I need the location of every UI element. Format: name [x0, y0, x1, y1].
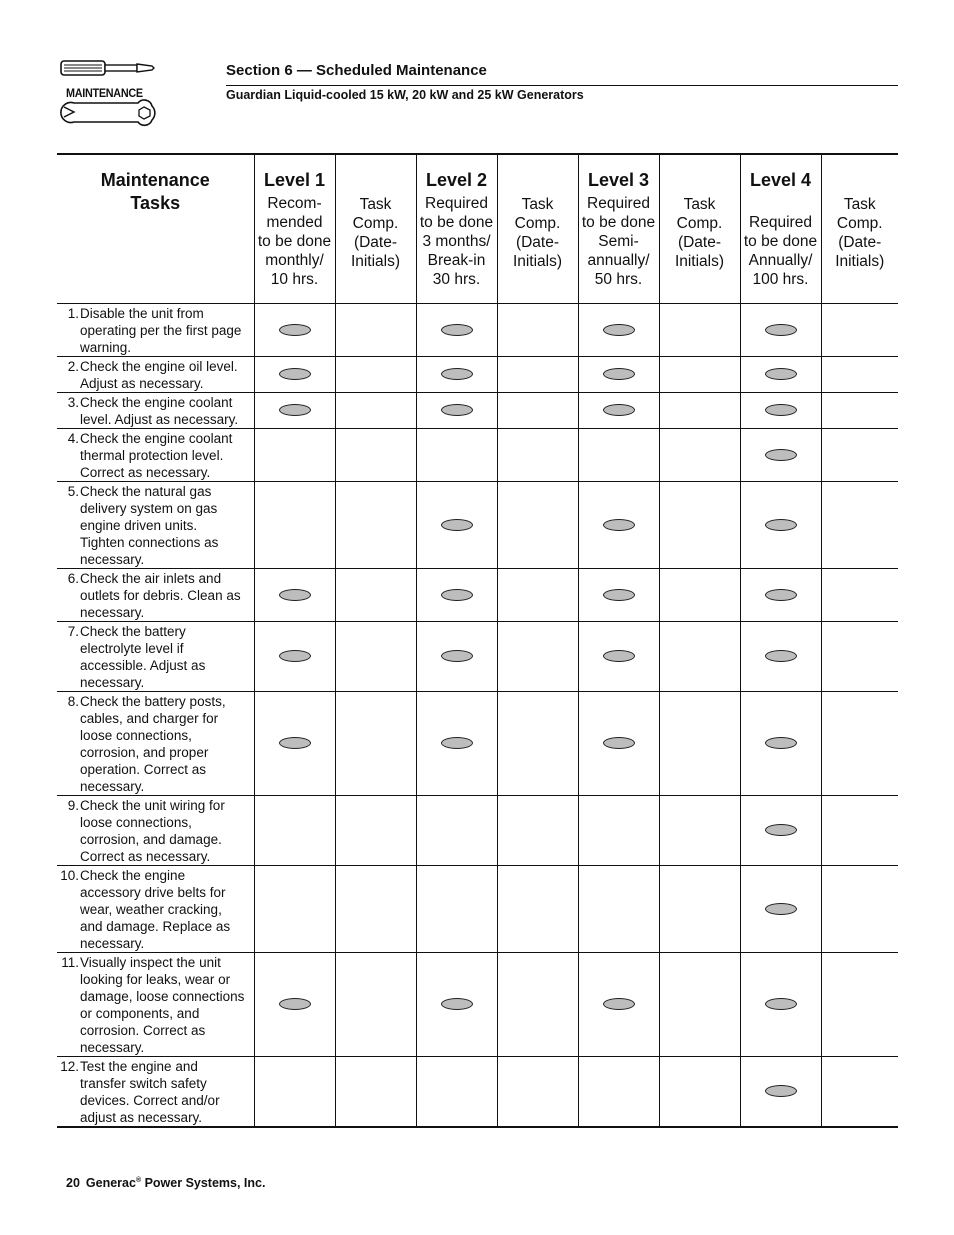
level-mark-cell — [254, 622, 335, 692]
table-row — [57, 796, 898, 866]
task-comp-header — [335, 154, 416, 304]
required-oval-icon — [765, 824, 797, 836]
task-text: Check the engine oil level. Adjust as necessary. — [80, 359, 238, 391]
task-description — [57, 482, 254, 569]
required-oval-icon — [279, 404, 311, 416]
level-mark-cell — [578, 304, 659, 357]
task-comp-line: (Date- — [838, 234, 882, 251]
task-comp-line: Initials) — [512, 253, 563, 270]
required-oval-icon — [441, 404, 473, 416]
task-comp-cell[interactable] — [659, 393, 740, 429]
required-oval-icon — [441, 368, 473, 380]
task-comp-line: (Date- — [353, 234, 398, 251]
table-row — [57, 692, 898, 796]
task-comp-line: Initials) — [350, 253, 401, 270]
task-comp-line: Comp. — [514, 215, 561, 232]
footer-company: Generac — [85, 1176, 136, 1190]
task-comp-line: (Date- — [515, 234, 560, 251]
task-comp-cell[interactable] — [335, 622, 416, 692]
required-oval-icon — [765, 449, 797, 461]
level-description-line: 10 hrs. — [270, 271, 319, 288]
task-comp-line: Comp. — [676, 215, 723, 232]
tasks-column-header — [57, 154, 254, 304]
task-comp-cell[interactable] — [497, 482, 578, 569]
level-description-line: annually/ — [587, 252, 650, 269]
task-comp-cell[interactable] — [497, 1057, 578, 1128]
level-title: Level 4 — [749, 170, 812, 190]
task-comp-cell[interactable] — [497, 393, 578, 429]
required-oval-icon — [279, 650, 311, 662]
task-comp-line: (Date- — [677, 234, 722, 251]
level-mark-cell — [578, 953, 659, 1057]
level-description-line — [741, 194, 821, 213]
level-mark-cell — [740, 304, 821, 357]
footer-company-suffix: Power Systems, Inc. — [141, 1176, 266, 1190]
table-header-row — [57, 154, 898, 304]
level-mark-cell — [740, 692, 821, 796]
task-number: 6. — [67, 571, 79, 586]
required-oval-icon — [441, 589, 473, 601]
header-rule — [226, 85, 898, 86]
task-comp-cell[interactable] — [659, 866, 740, 953]
level-mark-cell — [740, 1057, 821, 1128]
section-subtitle: Guardian Liquid-cooled 15 kW, 20 kW and 25 kW Generators — [226, 88, 584, 102]
required-oval-icon — [603, 650, 635, 662]
level-mark-cell — [740, 796, 821, 866]
task-description — [57, 622, 254, 692]
task-comp-cell[interactable] — [497, 622, 578, 692]
required-oval-icon — [765, 737, 797, 749]
task-text: Check the engine accessory drive belts for wear, weather cracking, and damage. Replace as necessary. — [80, 868, 231, 951]
level-description-line: to be done — [743, 233, 818, 250]
task-comp-header — [497, 154, 578, 304]
tasks-heading-line: Maintenance — [100, 170, 210, 190]
level-mark-cell — [740, 393, 821, 429]
task-comp-cell[interactable] — [659, 622, 740, 692]
logo-label: MAINTENANCE — [66, 86, 143, 100]
required-oval-icon — [765, 404, 797, 416]
task-description — [57, 953, 254, 1057]
task-comp-cell[interactable] — [659, 953, 740, 1057]
task-comp-cell[interactable] — [821, 796, 898, 866]
task-comp-cell[interactable] — [335, 569, 416, 622]
level-mark-cell — [416, 357, 497, 393]
task-description — [57, 304, 254, 357]
required-oval-icon — [765, 998, 797, 1010]
table-row — [57, 622, 898, 692]
level-mark-cell — [578, 482, 659, 569]
task-number: 5. — [67, 484, 79, 499]
required-oval-icon — [279, 737, 311, 749]
task-description — [57, 692, 254, 796]
level-mark-cell — [416, 429, 497, 482]
task-number: 11. — [61, 955, 79, 970]
level-mark-cell — [416, 1057, 497, 1128]
required-oval-icon — [765, 324, 797, 336]
maintenance-table — [57, 153, 898, 1128]
table-row — [57, 304, 898, 357]
required-oval-icon — [279, 589, 311, 601]
task-comp-cell[interactable] — [821, 304, 898, 357]
task-comp-line: Comp. — [352, 215, 399, 232]
level-mark-cell — [578, 569, 659, 622]
level-description-line: Semi- — [598, 233, 639, 250]
task-text: Test the engine and transfer switch safety devices. Correct and/or adjust as necessary. — [80, 1059, 220, 1125]
task-comp-line: Task — [843, 196, 876, 213]
task-comp-cell[interactable] — [335, 357, 416, 393]
level-description-line: to be done — [419, 214, 494, 231]
level-mark-cell — [740, 429, 821, 482]
task-text: Disable the unit from operating per the first page warning. — [80, 306, 242, 355]
task-text: Check the unit wiring for loose connections, corrosion, and damage. Correct as necessary. — [80, 798, 225, 864]
level-mark-cell — [416, 866, 497, 953]
required-oval-icon — [279, 324, 311, 336]
task-comp-cell[interactable] — [821, 866, 898, 953]
task-comp-cell[interactable] — [335, 692, 416, 796]
level-description-line: Required — [425, 195, 488, 212]
task-comp-header — [821, 154, 898, 304]
required-oval-icon — [765, 368, 797, 380]
task-description — [57, 796, 254, 866]
level-mark-cell — [254, 569, 335, 622]
table-row — [57, 866, 898, 953]
task-comp-line: Initials) — [835, 253, 885, 270]
level-description-line: to be done — [581, 214, 656, 231]
level-mark-cell — [254, 1057, 335, 1128]
task-comp-cell[interactable] — [821, 1057, 898, 1128]
required-oval-icon — [603, 589, 635, 601]
page-footer — [66, 1176, 265, 1190]
level-mark-cell — [740, 357, 821, 393]
level-mark-cell — [740, 622, 821, 692]
level-description-line: 100 hrs. — [752, 271, 809, 288]
task-comp-cell[interactable] — [335, 1057, 416, 1128]
level-mark-cell — [740, 569, 821, 622]
level-title: Level 1 — [263, 170, 326, 190]
task-number: 10. — [60, 868, 79, 883]
task-comp-cell[interactable] — [659, 569, 740, 622]
level-mark-cell — [416, 304, 497, 357]
level-description-line: 50 hrs. — [594, 271, 643, 288]
level-mark-cell — [416, 622, 497, 692]
table-body — [57, 304, 898, 1128]
required-oval-icon — [603, 404, 635, 416]
level-description-line: Required — [587, 195, 650, 212]
task-comp-cell[interactable] — [659, 482, 740, 569]
table-row — [57, 569, 898, 622]
task-comp-cell[interactable] — [821, 953, 898, 1057]
level-mark-cell — [578, 692, 659, 796]
level-title: Level 2 — [425, 170, 488, 190]
page-number: 20 — [66, 1176, 80, 1190]
task-comp-cell[interactable] — [497, 953, 578, 1057]
required-oval-icon — [441, 324, 473, 336]
required-oval-icon — [603, 998, 635, 1010]
required-oval-icon — [279, 368, 311, 380]
level-description-line: Break-in — [427, 252, 486, 269]
task-comp-line: Task — [521, 196, 554, 213]
level-description-line: Recom- — [267, 195, 322, 212]
task-comp-cell[interactable] — [335, 304, 416, 357]
task-number: 1. — [67, 306, 79, 321]
level-mark-cell — [416, 393, 497, 429]
task-comp-cell[interactable] — [335, 429, 416, 482]
task-comp-cell[interactable] — [335, 953, 416, 1057]
task-description — [57, 393, 254, 429]
task-number: 4. — [67, 431, 79, 446]
required-oval-icon — [279, 998, 311, 1010]
task-comp-cell[interactable] — [821, 622, 898, 692]
level-mark-cell — [254, 796, 335, 866]
required-oval-icon — [765, 589, 797, 601]
task-comp-cell[interactable] — [497, 429, 578, 482]
task-comp-cell[interactable] — [659, 692, 740, 796]
level-header — [578, 154, 659, 304]
table-row — [57, 482, 898, 569]
table-row — [57, 357, 898, 393]
task-comp-cell[interactable] — [497, 569, 578, 622]
task-number: 7. — [67, 624, 79, 639]
task-comp-cell[interactable] — [497, 692, 578, 796]
level-mark-cell — [578, 866, 659, 953]
task-comp-cell[interactable] — [821, 692, 898, 796]
required-oval-icon — [765, 519, 797, 531]
task-comp-cell[interactable] — [497, 796, 578, 866]
level-mark-cell — [740, 482, 821, 569]
task-comp-cell[interactable] — [821, 482, 898, 569]
level-description-line: 30 hrs. — [432, 271, 481, 288]
required-oval-icon — [441, 650, 473, 662]
level-mark-cell — [254, 866, 335, 953]
task-comp-cell[interactable] — [659, 796, 740, 866]
level-mark-cell — [254, 393, 335, 429]
level-description-line: monthly/ — [265, 252, 324, 269]
tasks-heading-line: Tasks — [130, 193, 181, 213]
section-title: Section 6 — Scheduled Maintenance — [226, 62, 487, 79]
level-mark-cell — [416, 482, 497, 569]
maintenance-logo — [60, 56, 160, 132]
task-description — [57, 357, 254, 393]
task-comp-cell[interactable] — [659, 1057, 740, 1128]
level-mark-cell — [416, 796, 497, 866]
task-text: Visually inspect the unit looking for leaks, wear or damage, loose connections or components, and corrosion. Correct as necessary. — [80, 955, 245, 1055]
required-oval-icon — [441, 519, 473, 531]
task-comp-cell[interactable] — [335, 796, 416, 866]
task-text: Check the engine coolant level. Adjust as necessary. — [80, 395, 239, 427]
level-mark-cell — [578, 393, 659, 429]
required-oval-icon — [765, 903, 797, 915]
level-mark-cell — [416, 569, 497, 622]
task-comp-line: Comp. — [836, 215, 883, 232]
required-oval-icon — [603, 324, 635, 336]
task-description — [57, 569, 254, 622]
required-oval-icon — [603, 519, 635, 531]
table-row — [57, 953, 898, 1057]
required-oval-icon — [441, 737, 473, 749]
level-header — [740, 154, 821, 304]
task-comp-cell[interactable] — [335, 866, 416, 953]
level-mark-cell — [254, 692, 335, 796]
table-row — [57, 1057, 898, 1128]
required-oval-icon — [603, 368, 635, 380]
level-mark-cell — [254, 429, 335, 482]
task-comp-cell[interactable] — [821, 569, 898, 622]
table-row — [57, 393, 898, 429]
task-number: 8. — [67, 694, 79, 709]
level-mark-cell — [578, 357, 659, 393]
level-mark-cell — [254, 357, 335, 393]
level-description-line: 3 months/ — [422, 233, 491, 250]
task-comp-cell[interactable] — [659, 357, 740, 393]
table-row — [57, 429, 898, 482]
level-mark-cell — [740, 953, 821, 1057]
task-comp-cell[interactable] — [821, 429, 898, 482]
level-mark-cell — [578, 1057, 659, 1128]
level-description-line: mended — [266, 214, 323, 231]
task-comp-cell[interactable] — [335, 393, 416, 429]
task-text: Check the natural gas delivery system on gas engine driven units. Tighten connections as necessary. — [80, 484, 219, 567]
level-description-line: Required — [749, 214, 812, 231]
level-mark-cell — [254, 304, 335, 357]
task-comp-cell[interactable] — [497, 304, 578, 357]
task-comp-line: Initials) — [674, 253, 725, 270]
task-comp-header — [659, 154, 740, 304]
task-text: Check the air inlets and outlets for debris. Clean as necessary. — [80, 571, 241, 620]
task-description — [57, 1057, 254, 1128]
level-mark-cell — [254, 482, 335, 569]
level-title: Level 3 — [587, 170, 650, 190]
task-text: Check the battery electrolyte level if accessible. Adjust as necessary. — [80, 624, 206, 690]
task-comp-cell[interactable] — [497, 357, 578, 393]
task-text: Check the engine coolant thermal protection level. Correct as necessary. — [80, 431, 233, 480]
task-comp-cell[interactable] — [821, 357, 898, 393]
task-number: 2. — [67, 359, 79, 374]
required-oval-icon — [441, 998, 473, 1010]
task-comp-cell[interactable] — [821, 393, 898, 429]
task-comp-cell[interactable] — [659, 304, 740, 357]
level-mark-cell — [578, 622, 659, 692]
task-comp-cell[interactable] — [335, 482, 416, 569]
required-oval-icon — [765, 650, 797, 662]
task-description — [57, 866, 254, 953]
level-mark-cell — [416, 692, 497, 796]
required-oval-icon — [765, 1085, 797, 1097]
level-header — [416, 154, 497, 304]
required-oval-icon — [603, 737, 635, 749]
level-header — [254, 154, 335, 304]
level-mark-cell — [416, 953, 497, 1057]
level-mark-cell — [740, 866, 821, 953]
registered-mark: ® — [135, 1176, 142, 1184]
task-description — [57, 429, 254, 482]
level-description-line: Annually/ — [748, 252, 813, 269]
task-number: 3. — [67, 395, 79, 410]
task-comp-line: Task — [359, 196, 392, 213]
level-mark-cell — [254, 953, 335, 1057]
task-number: 9. — [67, 798, 79, 813]
task-text: Check the battery posts, cables, and charger for loose connections, corrosion, and proper operation. Correct as necessary. — [80, 694, 226, 794]
task-comp-cell[interactable] — [659, 429, 740, 482]
level-mark-cell — [578, 429, 659, 482]
level-description-line: to be done — [257, 233, 332, 250]
task-comp-line: Task — [683, 196, 716, 213]
task-number: 12. — [60, 1059, 79, 1074]
task-comp-cell[interactable] — [497, 866, 578, 953]
level-mark-cell — [578, 796, 659, 866]
